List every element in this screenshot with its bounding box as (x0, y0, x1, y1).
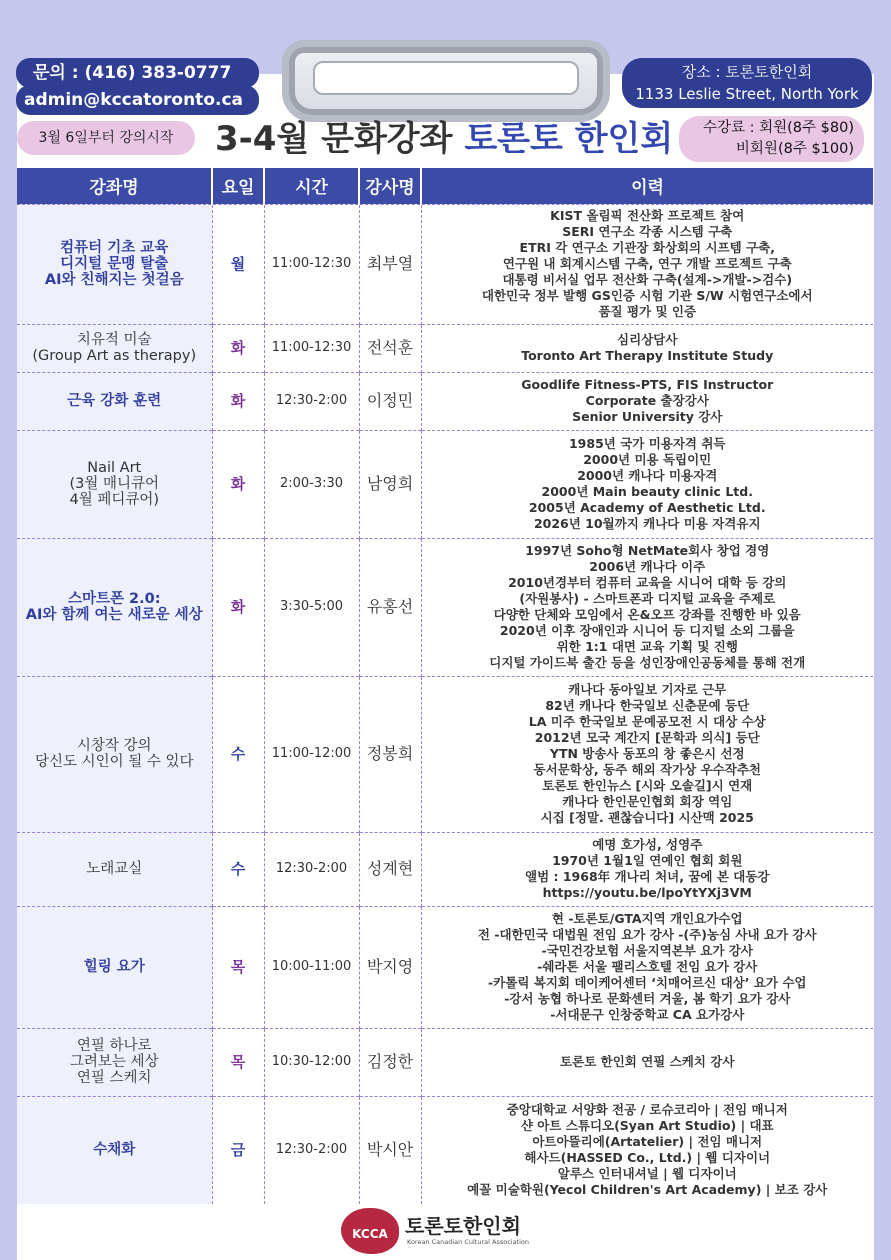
course-name (17, 1096, 212, 1204)
bio-line: 2020년 이후 장애인과 시니어 등 디지털 소외 그룹을 (499, 623, 795, 638)
course-day: 화 (212, 324, 264, 372)
table-row (17, 324, 873, 372)
bio-line: -국민건강보험 서울지역본부 요가 강사 (541, 943, 753, 958)
bio-line: Corporate 출장강사 (585, 393, 709, 408)
bio-line: 2006년 캐나다 이주 (589, 559, 706, 574)
course-name-line: 연필 하나로 (76, 1038, 152, 1054)
course-day: 목 (212, 1028, 264, 1096)
course-time: 11:00-12:00 (264, 676, 359, 832)
table-row (17, 204, 873, 324)
contact-phone: 문의 : (416) 383-0777 (16, 58, 259, 88)
bio-line: 현 -토론토/GTA지역 개인요가수업 (551, 911, 743, 926)
bio-line: 1970년 1월1일 연예인 협회 회원 (552, 853, 743, 868)
bio-line: -카톨릭 복지회 데이케어센터 ‘치매어르신 대상’ 요가 수업 (487, 975, 807, 990)
bio-line: 캐나다 동아일보 기자로 근무 (568, 682, 727, 697)
course-day: 화 (212, 430, 264, 538)
venue-badge (622, 58, 872, 108)
bio-line: https://youtu.be/lpoYtYXj3VM (542, 885, 752, 900)
course-instructor: 박지영 (359, 906, 421, 1028)
course-name-line: 그려보는 세상 (69, 1054, 159, 1070)
bio-line: Toronto Art Therapy Institute Study (521, 348, 774, 363)
bio-line: 품질 평가 및 인증 (598, 304, 697, 319)
bio-line: KIST 올림픽 전산화 프로젝트 참여 (550, 208, 745, 223)
logo-name: 토론토한인회 (405, 1214, 521, 1238)
course-instructor: 남영희 (359, 430, 421, 538)
course-day: 목 (212, 906, 264, 1028)
header-bio: 이력 (421, 168, 873, 204)
course-name-line: (Group Art as therapy) (32, 348, 197, 364)
course-time: 2:00-3:30 (264, 430, 359, 538)
course-time: 3:30-5:00 (264, 538, 359, 676)
course-name-line: AI와 친해지는 첫걸음 (44, 272, 184, 288)
course-name-line: 수채화 (93, 1142, 136, 1159)
bio-line: 아트아뜰리에(Artatelier) | 전임 매니저 (532, 1134, 763, 1150)
bio-line: LA 미주 한국일보 문예공모전 시 대상 수상 (528, 714, 766, 729)
course-time: 11:00-12:30 (264, 204, 359, 324)
bio-line: 1985년 국가 미용자격 취득 (568, 436, 726, 451)
bio-line: 예명 호가성, 성영주 (592, 837, 703, 852)
course-instructor: 정봉희 (359, 676, 421, 832)
table-row (17, 372, 873, 430)
table-row (17, 832, 873, 906)
course-instructor: 성계현 (359, 832, 421, 906)
bio-line: 대통령 비서실 업무 전산화 구축(설계->개발->검수) (502, 272, 793, 287)
fee-member: 수강료 : 회원(8주 $80) (703, 120, 854, 136)
course-instructor: 이정민 (359, 372, 421, 430)
course-name-line: 노래교실 (86, 861, 143, 877)
table-row (17, 676, 873, 832)
course-name-line: 4월 페디큐어) (69, 492, 160, 508)
course-instructor: 김정한 (359, 1028, 421, 1096)
course-instructor: 전석훈 (359, 324, 421, 372)
table-header-row (17, 168, 873, 204)
course-bio (421, 1028, 873, 1096)
course-bio (421, 204, 873, 324)
bio-line: 시집 [정말. 괜찮습니다] 시산맥 2025 (540, 810, 754, 825)
bio-line: 중앙대학교 서양화 전공 / 로슈코리아 | 전임 매니저 (506, 1102, 788, 1118)
course-name-line: 근육 강화 훈련 (67, 393, 162, 409)
page-title (215, 114, 675, 164)
course-name (17, 372, 212, 430)
course-day: 화 (212, 538, 264, 676)
table-row (17, 1096, 873, 1204)
kcca-logo (341, 1206, 541, 1256)
course-instructor: 최부열 (359, 204, 421, 324)
bio-line: 2000년 미용 독립이민 (583, 452, 712, 467)
table-row (17, 430, 873, 538)
bio-line: -서대문구 인창중학교 CA 요가강사 (550, 1007, 745, 1022)
course-bio (421, 324, 873, 372)
bio-line: 해사드(HASSED Co., Ltd.) | 웹 디자이너 (524, 1150, 771, 1166)
course-day: 화 (212, 372, 264, 430)
header-course: 강좌명 (17, 168, 212, 204)
header-time: 시간 (264, 168, 359, 204)
header-day: 요일 (212, 168, 264, 204)
course-bio (421, 372, 873, 430)
course-time: 12:30-2:00 (264, 372, 359, 430)
course-name (17, 430, 212, 538)
title-org: 토론토 한인회 (464, 119, 674, 159)
header-instructor: 강사명 (359, 168, 421, 204)
course-name-line: 치유적 미술 (76, 332, 152, 348)
course-bio (421, 832, 873, 906)
course-name (17, 676, 212, 832)
course-time: 12:30-2:00 (264, 1096, 359, 1204)
bio-line: 디지털 가이드북 출간 등을 성인장애인공동체를 통해 전개 (489, 655, 806, 670)
course-name (17, 204, 212, 324)
course-bio (421, 676, 873, 832)
course-name (17, 1028, 212, 1096)
venue-name: 장소 : 토론토한인회 (681, 63, 813, 81)
bio-line: 앨범 : 1968年 개나리 처녀, 꿈에 본 대동강 (525, 869, 770, 884)
bio-line: 연구원 내 회계시스템 구축, 연구 개발 프로젝트 구축 (502, 256, 792, 271)
course-time: 10:30-12:00 (264, 1028, 359, 1096)
bio-line: Goodlife Fitness-PTS, FIS Instructor (521, 377, 774, 392)
bio-line: 대한민국 정부 발행 GS인증 시험 기관 S/W 시험연구소에서 (481, 288, 813, 303)
table-row (17, 906, 873, 1028)
course-day: 금 (212, 1096, 264, 1204)
start-date-badge: 3월 6일부터 강의시작 (17, 121, 195, 155)
bio-line: 토론토 한인회 연필 스케치 강사 (560, 1054, 735, 1069)
fee-badge (679, 116, 864, 162)
bio-line: 알루스 인터내셔널 | 웹 디자이너 (557, 1166, 737, 1182)
course-name-line: 시창작 강의 (76, 738, 152, 754)
course-time: 12:30-2:00 (264, 832, 359, 906)
bio-line: 2005년 Academy of Aesthetic Ltd. (528, 500, 766, 515)
bio-line: 2010년경부터 컴퓨터 교육을 시니어 대학 등 강의 (508, 575, 787, 590)
bio-line: SERI 연구소 각종 시스템 구축 (562, 224, 733, 239)
contact-email: admin@kccatoronto.ca (16, 85, 259, 115)
bio-line: 동서문학상, 동주 해외 작가상 우수작추천 (533, 762, 761, 777)
fee-nonmember: 비회원(8주 $100) (735, 141, 854, 157)
bio-line: 예꼴 미술학원(Yecol Children's Art Academy) | 보조 강사 (467, 1182, 828, 1198)
course-time: 10:00-11:00 (264, 906, 359, 1028)
bio-line: 2000년 캐나다 미용자격 (577, 468, 718, 483)
bio-line: 2012년 모국 계간지 [문학과 의식] 등단 (534, 730, 760, 745)
course-name-line: 당신도 시인이 될 수 있다 (34, 754, 194, 770)
course-name-line: AI와 함께 여는 새로운 세상 (25, 607, 203, 623)
kcca-logo-mark: KCCA (341, 1208, 399, 1254)
course-instructor: 박시안 (359, 1096, 421, 1204)
course-table (17, 168, 873, 1204)
bio-line: 전 -대한민국 대법원 전임 요가 강사 -(주)농심 사내 요가 강사 (477, 927, 817, 942)
bio-line: (자원봉사) - 스마트폰과 디지털 교육을 주제로 (519, 591, 776, 606)
bio-line: 샨 아트 스튜디오(Syan Art Studio) | 대표 (520, 1118, 774, 1134)
logo-subtitle: Korean Canadian Cultural Association (407, 1238, 530, 1246)
course-day: 월 (212, 204, 264, 324)
course-day: 수 (212, 832, 264, 906)
bio-line: Senior University 강사 (572, 409, 723, 424)
bio-line: 캐나다 한인문인협회 회장 역임 (562, 794, 733, 809)
bio-line: 2026년 10월까지 캐나다 미용 자격유지 (533, 516, 761, 531)
course-bio (421, 538, 873, 676)
course-name-line: 컴퓨터 기초 교육 (60, 240, 169, 256)
course-instructor: 유홍선 (359, 538, 421, 676)
table-row (17, 538, 873, 676)
table-row (17, 1028, 873, 1096)
course-bio (421, 1096, 873, 1204)
bio-line: 위한 1:1 대면 교육 기획 및 진행 (556, 639, 738, 654)
course-name-line: Nail Art (87, 460, 142, 476)
bio-line: 82년 캐나다 한국일보 신춘문예 등단 (545, 698, 750, 713)
course-name-line: 스마트폰 2.0: (67, 591, 161, 607)
course-name-line: 힐링 요가 (83, 959, 145, 975)
bio-line: 심리상담사 (617, 332, 678, 347)
bio-line: ETRI 각 연구소 기관장 화상회의 시프템 구축, (519, 240, 775, 255)
course-bio (421, 430, 873, 538)
course-time: 11:00-12:30 (264, 324, 359, 372)
course-bio (421, 906, 873, 1028)
course-name-line: (3월 매니큐어 (69, 476, 160, 492)
course-name (17, 324, 212, 372)
bio-line: -강서 농협 하나로 문화센터 겨울, 봄 학기 요가 강사 (504, 991, 791, 1006)
bio-line: -쉐라톤 서울 팰리스호텔 전임 요가 강사 (537, 959, 758, 974)
clipboard-clip-icon (282, 40, 610, 122)
course-day: 수 (212, 676, 264, 832)
venue-address: 1133 Leslie Street, North York (635, 85, 859, 103)
course-name (17, 906, 212, 1028)
course-name-line: 디지털 문맹 탈출 (60, 256, 169, 272)
bio-line: 토론토 한인뉴스 [시와 오솔길]시 연재 (542, 778, 753, 793)
course-name-line: 연필 스케치 (76, 1070, 152, 1086)
bio-line: 다양한 단체와 모임에서 온&오프 강좌를 진행한 바 있음 (493, 607, 801, 622)
bio-line: YTN 방송사 동포의 창 좋은시 선정 (549, 746, 745, 761)
course-name (17, 832, 212, 906)
course-name (17, 538, 212, 676)
bio-line: 1997년 Soho형 NetMate회사 창업 경영 (525, 543, 770, 558)
title-main: 3-4월 문화강좌 (215, 119, 453, 159)
bio-line: 2000년 Main beauty clinic Ltd. (541, 484, 753, 499)
